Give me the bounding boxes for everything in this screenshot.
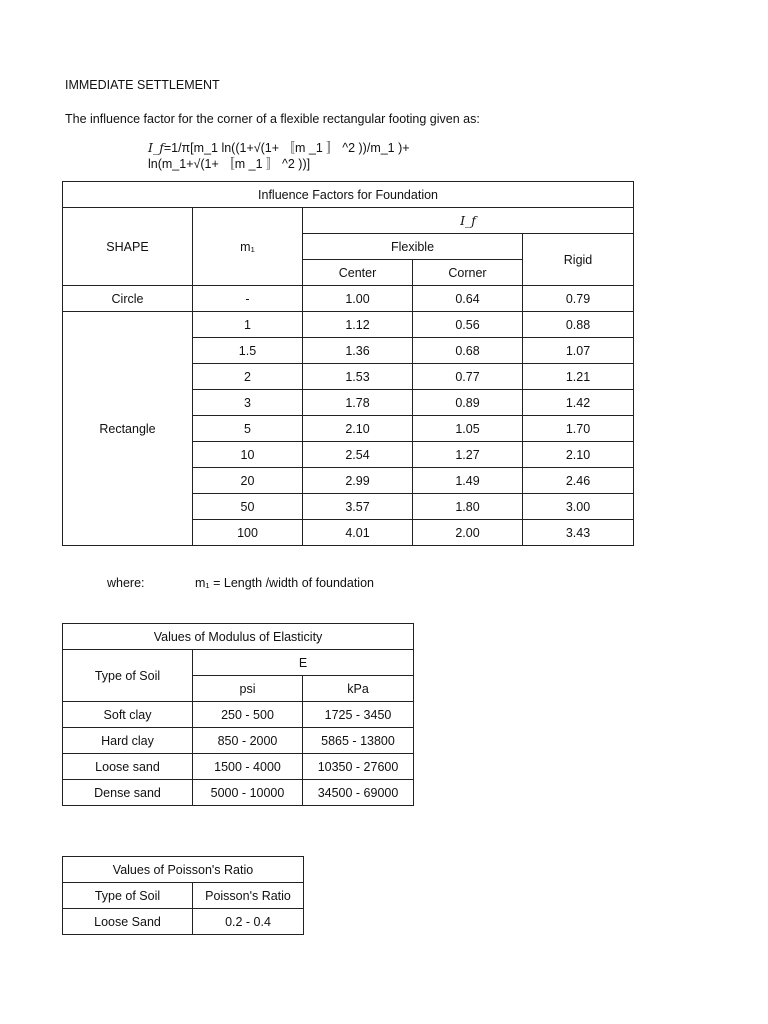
header-m1: m₁ (193, 208, 303, 286)
header-center: Center (303, 260, 413, 286)
cell-soil: Hard clay (63, 728, 193, 754)
cell-psi: 850 - 2000 (193, 728, 303, 754)
cell-soil: Loose sand (63, 754, 193, 780)
header-e: E (193, 650, 414, 676)
influence-table-title: Influence Factors for Foundation (63, 182, 634, 208)
header-soil-type: Type of Soil (63, 650, 193, 702)
cell-corner: 0.89 (413, 390, 523, 416)
cell-center: 2.10 (303, 416, 413, 442)
cell-m1: 10 (193, 442, 303, 468)
cell-corner: 0.77 (413, 364, 523, 390)
table-row (63, 728, 414, 754)
cell-m1: 5 (193, 416, 303, 442)
cell-center: 1.00 (303, 286, 413, 312)
cell-rigid: 0.88 (523, 312, 634, 338)
cell-soil: Dense sand (63, 780, 193, 806)
cell-corner: 0.64 (413, 286, 523, 312)
cell-psi: 1500 - 4000 (193, 754, 303, 780)
cell-rigid: 0.79 (523, 286, 634, 312)
cell-rigid: 3.43 (523, 520, 634, 546)
cell-m1: 1 (193, 312, 303, 338)
cell-center: 4.01 (303, 520, 413, 546)
modulus-elasticity-table (62, 623, 414, 806)
cell-psi: 5000 - 10000 (193, 780, 303, 806)
poissons-ratio-table (62, 856, 304, 935)
table-row (63, 286, 634, 312)
cell-corner: 0.68 (413, 338, 523, 364)
cell-shape-rectangle: Rectangle (63, 312, 193, 546)
cell-corner: 0.56 (413, 312, 523, 338)
cell-m1: 50 (193, 494, 303, 520)
formula-if-symbol: I_f (148, 140, 164, 155)
cell-center: 1.12 (303, 312, 413, 338)
cell-m1: 2 (193, 364, 303, 390)
cell-corner: 1.05 (413, 416, 523, 442)
table-row (63, 909, 304, 935)
cell-psi: 250 - 500 (193, 702, 303, 728)
cell-kpa: 1725 - 3450 (303, 702, 414, 728)
header-kpa: kPa (303, 676, 414, 702)
cell-m1: 20 (193, 468, 303, 494)
cell-center: 1.53 (303, 364, 413, 390)
cell-ratio: 0.2 - 0.4 (193, 909, 304, 935)
cell-rigid: 1.21 (523, 364, 634, 390)
table-row (63, 780, 414, 806)
formula-line-1-text: =1/π[m_1 ln((1+√(1+ 〚m _1 〛 ^2 ))/m_1 )+ (163, 141, 410, 155)
page-heading: IMMEDIATE SETTLEMENT (65, 78, 220, 92)
where-label: where: (107, 576, 145, 590)
cell-corner: 2.00 (413, 520, 523, 546)
header-psi: psi (193, 676, 303, 702)
where-definition: m₁ = Length /width of foundation (195, 576, 374, 590)
cell-rigid: 1.42 (523, 390, 634, 416)
header-shape: SHAPE (63, 208, 193, 286)
influence-factors-table (62, 181, 634, 546)
cell-kpa: 10350 - 27600 (303, 754, 414, 780)
modulus-table-title: Values of Modulus of Elasticity (63, 624, 414, 650)
cell-rigid: 2.10 (523, 442, 634, 468)
header-rigid: Rigid (523, 234, 634, 286)
intro-text: The influence factor for the corner of a flexible rectangular footing given as: (65, 112, 480, 126)
cell-m1: - (193, 286, 303, 312)
cell-corner: 1.27 (413, 442, 523, 468)
cell-rigid: 1.70 (523, 416, 634, 442)
cell-center: 1.36 (303, 338, 413, 364)
cell-soil: Loose Sand (63, 909, 193, 935)
formula-line-2: ln(m_1+√(1+ 〚m _1 〛 ^2 ))] (148, 157, 311, 171)
header-flexible: Flexible (303, 234, 523, 260)
header-poisson-ratio: Poisson's Ratio (193, 883, 304, 909)
header-soil-type: Type of Soil (63, 883, 193, 909)
header-if: I_f (303, 208, 634, 234)
cell-center: 3.57 (303, 494, 413, 520)
cell-rigid: 1.07 (523, 338, 634, 364)
cell-center: 2.99 (303, 468, 413, 494)
cell-rigid: 3.00 (523, 494, 634, 520)
cell-shape: Circle (63, 286, 193, 312)
cell-kpa: 34500 - 69000 (303, 780, 414, 806)
table-row (63, 702, 414, 728)
cell-center: 2.54 (303, 442, 413, 468)
cell-corner: 1.80 (413, 494, 523, 520)
header-corner: Corner (413, 260, 523, 286)
cell-rigid: 2.46 (523, 468, 634, 494)
cell-m1: 1.5 (193, 338, 303, 364)
table-row (63, 312, 634, 338)
cell-soil: Soft clay (63, 702, 193, 728)
cell-kpa: 5865 - 13800 (303, 728, 414, 754)
cell-corner: 1.49 (413, 468, 523, 494)
cell-center: 1.78 (303, 390, 413, 416)
table-row (63, 754, 414, 780)
cell-m1: 100 (193, 520, 303, 546)
poisson-table-title: Values of Poisson's Ratio (63, 857, 304, 883)
cell-m1: 3 (193, 390, 303, 416)
